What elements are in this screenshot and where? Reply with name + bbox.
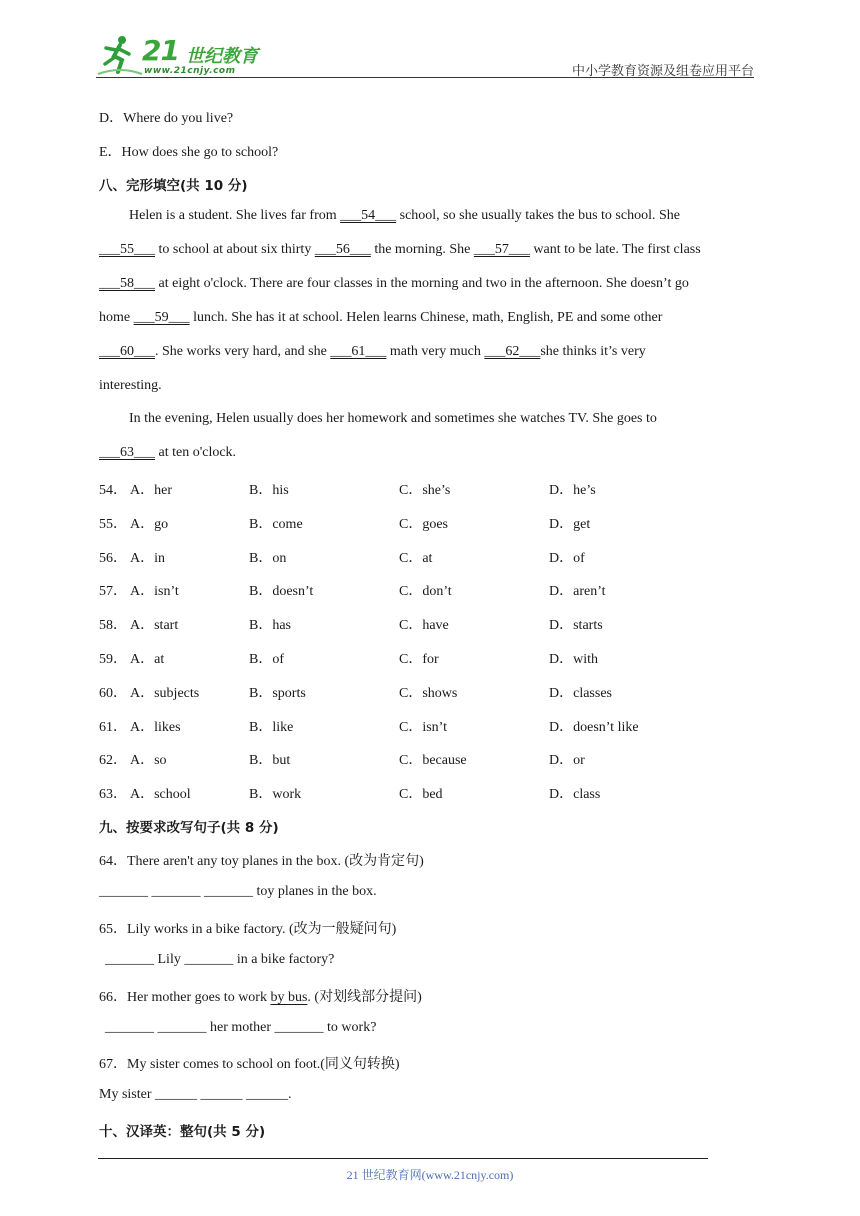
option-c: C．shows — [399, 685, 458, 701]
option-a: A．her — [130, 483, 172, 498]
option-a: A．in — [130, 550, 165, 566]
logo-chinese-name: 世纪教育 — [186, 46, 258, 67]
cloze-text: . She works very hard, and she — [155, 344, 331, 359]
cloze-line-4 — [99, 310, 662, 326]
section-9-title: 九、按要求改写句子(共 8 分) — [99, 820, 279, 836]
option-d: D．doesn’t like — [549, 719, 639, 735]
option-d-where-live: D．Where do you live? — [99, 111, 234, 126]
option-d: D．starts — [549, 618, 603, 634]
question-text: . (对划线部分提问) — [307, 990, 422, 1005]
option-c: C．because — [399, 753, 467, 769]
option-b: B．his — [249, 483, 289, 498]
option-a: A．likes — [130, 719, 181, 735]
answer-66: _______ _______ her mother _______ to work? — [105, 1020, 377, 1035]
option-d: D．or — [549, 753, 585, 769]
option-c: C．have — [399, 618, 449, 634]
question-number: 55． — [99, 516, 127, 532]
question-66 — [99, 986, 422, 1006]
option-b: B．like — [249, 719, 294, 735]
cloze-line-3 — [99, 276, 689, 292]
cloze-para-2-line-1: In the evening, Helen usually does her homework and sometimes she watches TV. She goes to — [129, 411, 657, 426]
option-b: B．on — [249, 550, 287, 566]
cloze-line-5 — [99, 344, 646, 360]
option-b: B．work — [249, 787, 302, 803]
option-d: D．classes — [549, 685, 612, 701]
cloze-text: the morning. She — [370, 242, 474, 257]
option-e-how-go: E．How does she go to school? — [99, 145, 279, 160]
blank-55: ___55___ — [99, 242, 155, 257]
option-b: B．has — [249, 618, 291, 634]
answer-67: My sister ______ ______ ______. — [99, 1087, 292, 1102]
option-d: D．get — [549, 516, 591, 532]
question-number: 56． — [99, 550, 127, 566]
option-d: D．he’s — [549, 483, 596, 498]
question-text: 66．Her mother goes to work — [99, 990, 271, 1005]
option-c: C．isn’t — [399, 719, 447, 735]
footer-text: 21 世纪教育网(www.21cnjy.com) — [346, 1168, 514, 1182]
option-d: D．aren’t — [549, 584, 606, 600]
option-b: B．of — [249, 652, 284, 667]
cloze-line-6: interesting. — [99, 378, 162, 393]
section-8-title: 八、完形填空(共 10 分) — [99, 178, 248, 194]
underlined-phrase: by bus — [270, 990, 308, 1005]
question-number: 58． — [99, 618, 127, 634]
question-number: 59． — [99, 652, 127, 667]
option-a: A．so — [130, 753, 167, 769]
option-b: B．sports — [249, 685, 306, 701]
cloze-text: math very much — [386, 344, 485, 359]
cloze-para-2-line-2 — [99, 445, 236, 461]
site-logo — [96, 34, 266, 78]
option-a: A．subjects — [130, 685, 200, 701]
cloze-line-2 — [99, 242, 701, 258]
option-c: C．don’t — [399, 584, 452, 600]
blank-54: ___54___ — [340, 208, 397, 223]
blank-61: ___61___ — [330, 344, 387, 359]
option-a: A．at — [130, 652, 165, 667]
cloze-text: at eight o'clock. There are four classes in the morning and two in the afternoon. She doesn’t go — [155, 276, 689, 291]
cloze-text: home — [99, 310, 134, 325]
cloze-text: to school at about six thirty — [155, 242, 315, 257]
cloze-text: she thinks it’s very — [540, 344, 646, 359]
blank-62: ___62___ — [484, 344, 541, 359]
footer-divider — [98, 1158, 708, 1159]
cloze-text: want to be late. The first class — [529, 242, 701, 257]
blank-63: ___63___ — [99, 445, 155, 460]
question-number: 60． — [99, 685, 127, 701]
option-a: A．start — [130, 618, 179, 634]
blank-56: ___56___ — [314, 242, 371, 257]
answer-64: _______ _______ _______ toy planes in the box. — [99, 884, 377, 899]
blank-58: ___58___ — [99, 276, 155, 291]
cloze-text: lunch. She has it at school. Helen learns Chinese, math, English, PE and some other — [189, 310, 663, 325]
option-c: C．she’s — [399, 483, 451, 498]
cloze-line-1 — [129, 208, 680, 224]
question-number: 54． — [99, 483, 127, 498]
option-c: C．goes — [399, 516, 448, 532]
question-number: 63． — [99, 787, 127, 803]
option-c: C．at — [399, 550, 433, 566]
option-b: B．come — [249, 516, 303, 532]
header-divider — [96, 77, 754, 78]
blank-57: ___57___ — [473, 242, 530, 257]
option-b: B．doesn’t — [249, 584, 314, 600]
question-number: 61． — [99, 719, 127, 735]
option-c: C．for — [399, 652, 439, 667]
header-platform-text: 中小学教育资源及组卷应用平台 — [571, 63, 754, 78]
cloze-text: at ten o'clock. — [155, 445, 237, 460]
question-67: 67．My sister comes to school on foot.(同义句转换) — [99, 1057, 400, 1072]
option-a: A．go — [130, 516, 169, 532]
question-number: 62． — [99, 753, 127, 769]
question-65: 65．Lily works in a bike factory. (改为一般疑问句) — [99, 922, 397, 937]
option-d: D．of — [549, 550, 585, 566]
runner-logo-icon — [96, 34, 144, 78]
blank-60: ___60___ — [99, 344, 155, 359]
answer-65: _______ Lily _______ in a bike factory? — [105, 952, 335, 967]
cloze-text: Helen is a student. She lives far from — [129, 208, 341, 223]
logo-number: 21 — [142, 34, 179, 67]
option-a: A．school — [130, 787, 191, 803]
cloze-text: school, so she usually takes the bus to school. She — [396, 208, 680, 223]
logo-url: www.21cnjy.com — [144, 66, 236, 76]
option-a: A．isn’t — [130, 584, 179, 600]
question-64: 64．There aren't any toy planes in the box. (改为肯定句) — [99, 854, 424, 869]
option-c: C．bed — [399, 787, 443, 803]
question-number: 57． — [99, 584, 127, 600]
section-10-title: 十、汉译英：整句(共 5 分) — [99, 1124, 266, 1140]
option-b: B．but — [249, 753, 291, 769]
blank-59: ___59___ — [133, 310, 190, 325]
option-d: D．with — [549, 652, 598, 667]
option-d: D．class — [549, 787, 601, 803]
